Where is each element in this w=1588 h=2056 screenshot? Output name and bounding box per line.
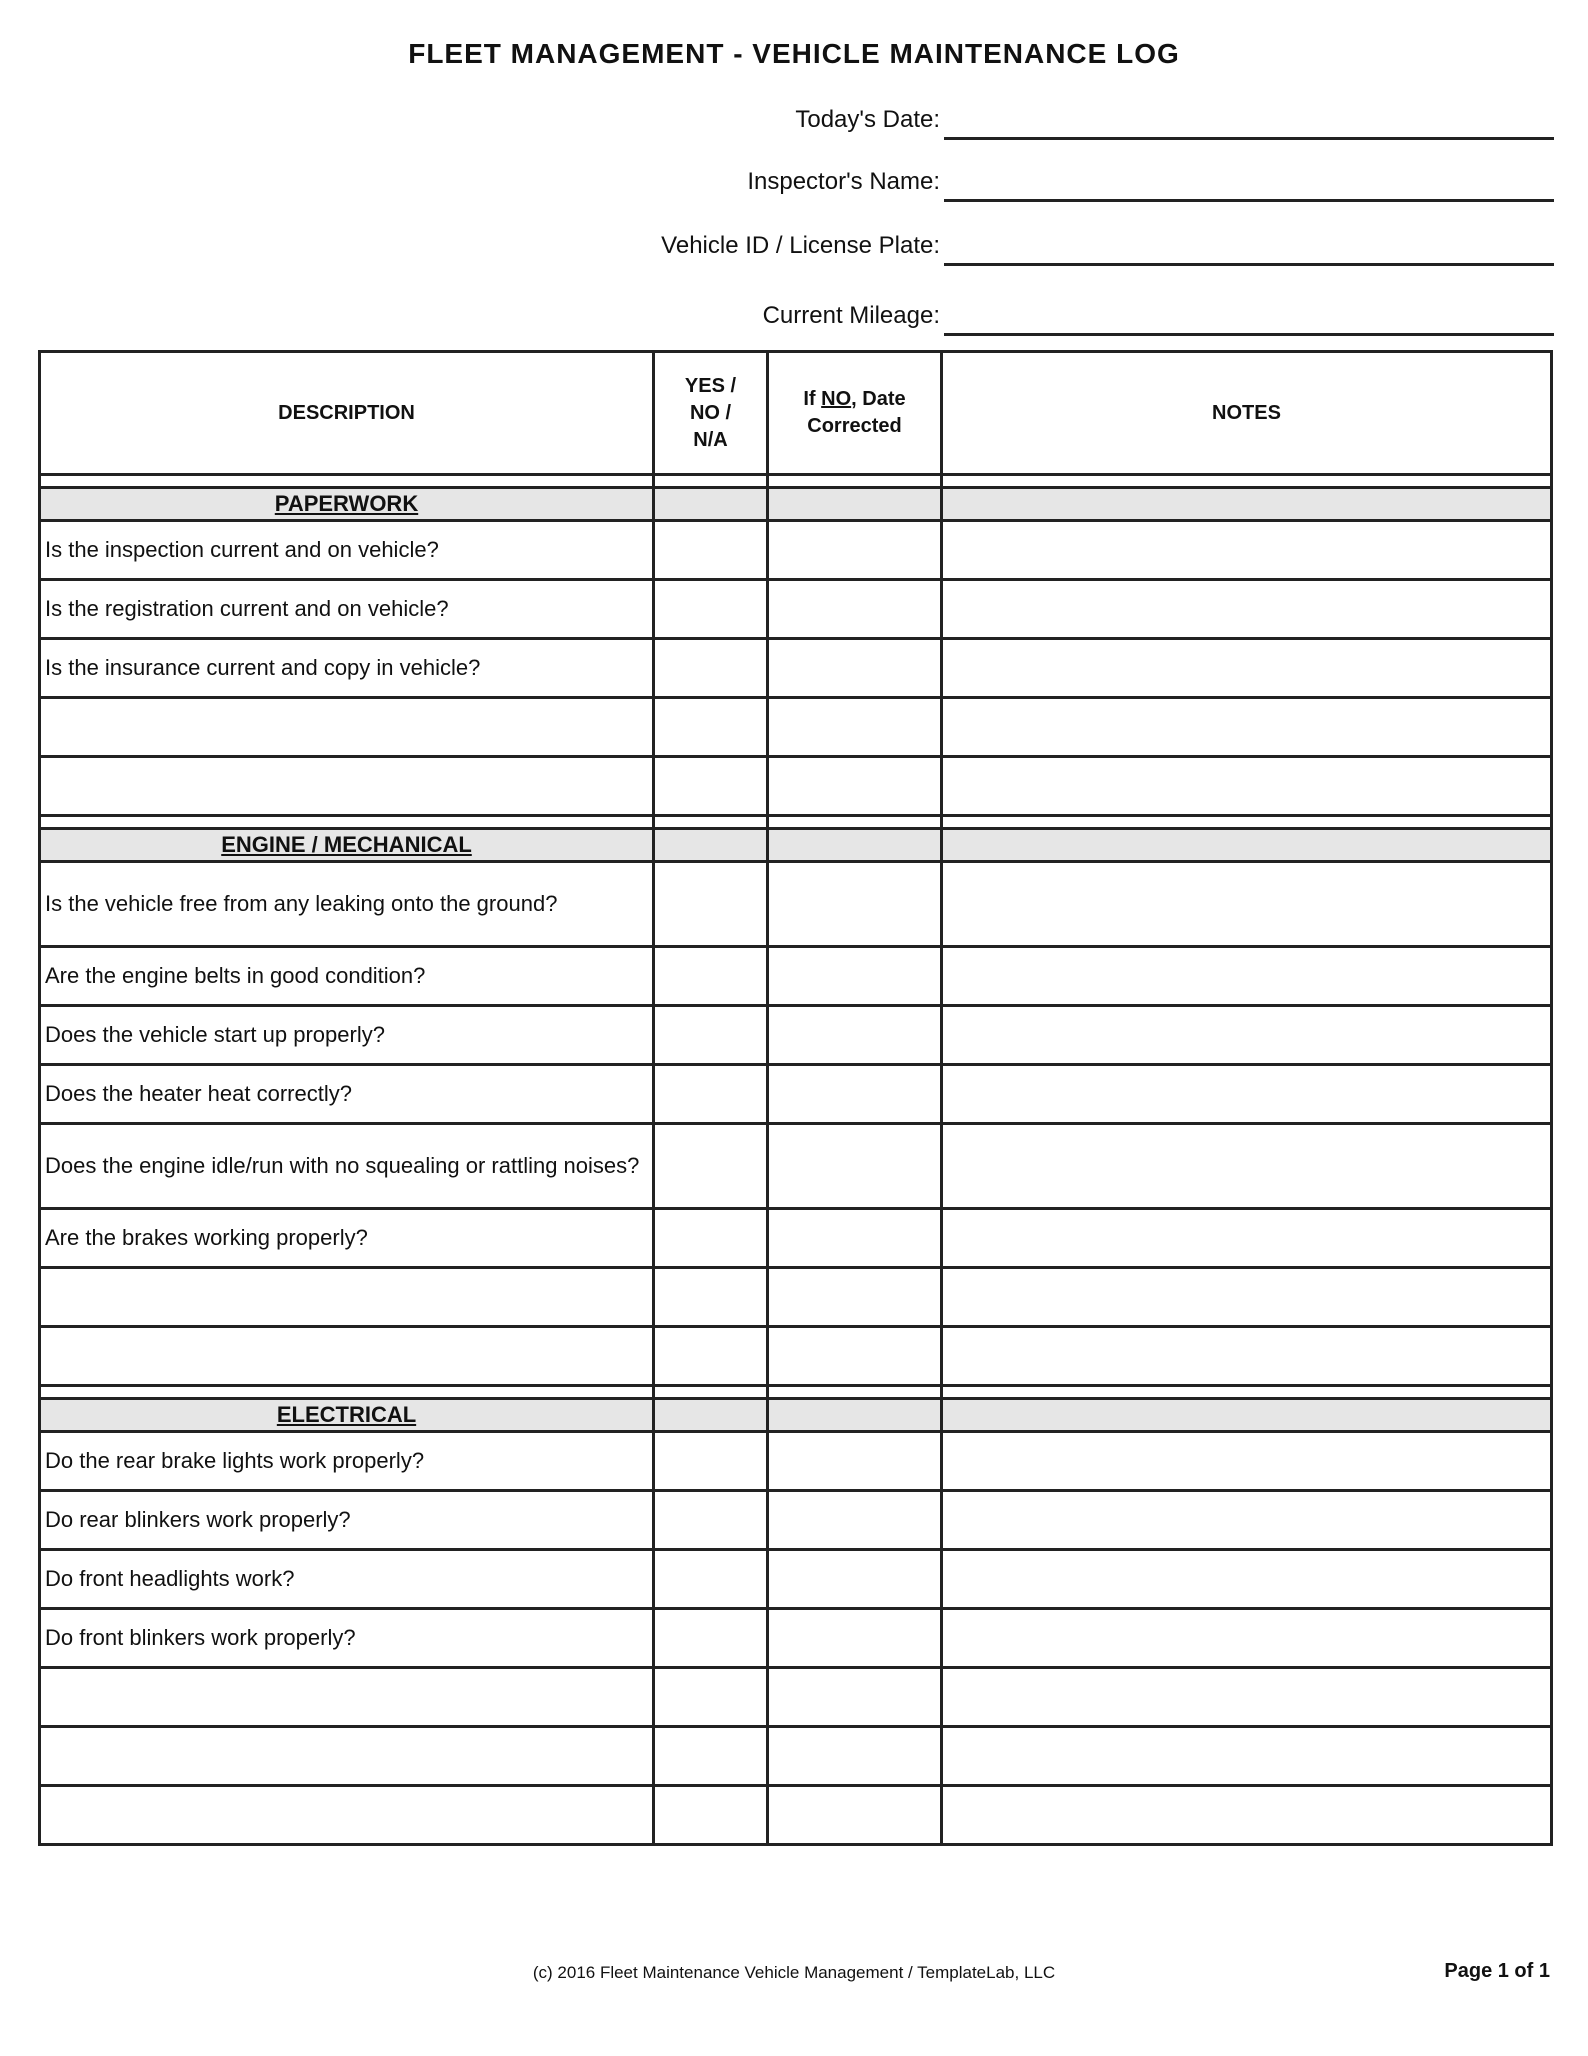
row-date-corrected-cell[interactable]: [768, 1327, 942, 1386]
row-description: Is the insurance current and copy in vehicle?: [40, 639, 654, 698]
row-date-corrected-cell[interactable]: [768, 639, 942, 698]
row-description: Do rear blinkers work properly?: [40, 1491, 654, 1550]
row-yes-no-na-cell[interactable]: [654, 1668, 768, 1727]
row-date-corrected-cell[interactable]: [768, 862, 942, 947]
row-notes-cell[interactable]: [942, 1491, 1552, 1550]
row-notes-cell[interactable]: [942, 1209, 1552, 1268]
table-row: [40, 1432, 1552, 1491]
table-row: [40, 1668, 1552, 1727]
row-yes-no-na-cell[interactable]: [654, 1432, 768, 1491]
table-row: [40, 1327, 1552, 1386]
table-header-row: [40, 352, 1552, 475]
vehicle-id-input[interactable]: [944, 225, 1554, 266]
row-notes-cell[interactable]: [942, 757, 1552, 816]
section-spacer: [40, 816, 1552, 829]
current-mileage-input[interactable]: [944, 295, 1554, 336]
row-notes-cell[interactable]: [942, 1609, 1552, 1668]
table-row: [40, 639, 1552, 698]
row-yes-no-na-cell[interactable]: [654, 639, 768, 698]
table-row: [40, 757, 1552, 816]
table-row: [40, 1786, 1552, 1845]
row-notes-cell[interactable]: [942, 1550, 1552, 1609]
maintenance-log-table: [38, 350, 1553, 1846]
row-notes-cell[interactable]: [942, 1268, 1552, 1327]
row-description: Do the rear brake lights work properly?: [40, 1432, 654, 1491]
row-yes-no-na-cell[interactable]: [654, 698, 768, 757]
table-row: [40, 521, 1552, 580]
header-date-corrected: If NO, Date Corrected: [768, 352, 942, 475]
row-description: Is the vehicle free from any leaking onto the ground?: [40, 862, 654, 947]
section-title: ELECTRICAL: [276, 1402, 417, 1427]
section-header: [40, 488, 1552, 521]
row-yes-no-na-cell[interactable]: [654, 580, 768, 639]
field-label: Current Mileage:: [762, 302, 940, 329]
row-yes-no-na-cell[interactable]: [654, 1727, 768, 1786]
row-notes-cell[interactable]: [942, 1727, 1552, 1786]
row-date-corrected-cell[interactable]: [768, 1209, 942, 1268]
row-notes-cell[interactable]: [942, 521, 1552, 580]
table-row: [40, 1006, 1552, 1065]
table-row: [40, 1268, 1552, 1327]
table-row: [40, 947, 1552, 1006]
row-date-corrected-cell[interactable]: [768, 1786, 942, 1845]
section-spacer: [40, 475, 1552, 488]
row-yes-no-na-cell[interactable]: [654, 1327, 768, 1386]
row-yes-no-na-cell[interactable]: [654, 1609, 768, 1668]
table-row: [40, 580, 1552, 639]
row-date-corrected-cell[interactable]: [768, 1065, 942, 1124]
row-description: Does the heater heat correctly?: [40, 1065, 654, 1124]
row-yes-no-na-cell[interactable]: [654, 1550, 768, 1609]
row-date-corrected-cell[interactable]: [768, 947, 942, 1006]
row-date-corrected-cell[interactable]: [768, 521, 942, 580]
section-header: [40, 1399, 1552, 1432]
row-date-corrected-cell[interactable]: [768, 1491, 942, 1550]
header-yes-no-na: YES / NO / N/A: [654, 352, 768, 475]
row-description: [40, 1268, 654, 1327]
field-label: Today's Date:: [795, 106, 940, 133]
table-body: [40, 475, 1552, 1845]
row-description: Does the vehicle start up properly?: [40, 1006, 654, 1065]
row-yes-no-na-cell[interactable]: [654, 521, 768, 580]
row-description: [40, 698, 654, 757]
row-yes-no-na-cell[interactable]: [654, 1491, 768, 1550]
table-row: [40, 1609, 1552, 1668]
row-description: [40, 1327, 654, 1386]
row-yes-no-na-cell[interactable]: [654, 1209, 768, 1268]
row-notes-cell[interactable]: [942, 580, 1552, 639]
section-spacer: [40, 1386, 1552, 1399]
row-notes-cell[interactable]: [942, 1432, 1552, 1491]
footer-copyright: (c) 2016 Fleet Maintenance Vehicle Management / TemplateLab, LLC: [532, 1963, 1056, 1982]
row-description: Is the inspection current and on vehicle?: [40, 521, 654, 580]
table-row: [40, 1550, 1552, 1609]
row-date-corrected-cell[interactable]: [768, 1432, 942, 1491]
row-date-corrected-cell[interactable]: [768, 1006, 942, 1065]
row-date-corrected-cell[interactable]: [768, 1268, 942, 1327]
row-date-corrected-cell[interactable]: [768, 1550, 942, 1609]
row-description: Does the engine idle/run with no squealing or rattling noises?: [40, 1124, 654, 1209]
row-date-corrected-cell[interactable]: [768, 1609, 942, 1668]
table-row: [40, 1209, 1552, 1268]
row-notes-cell[interactable]: [942, 698, 1552, 757]
row-yes-no-na-cell[interactable]: [654, 1065, 768, 1124]
field-label: Vehicle ID / License Plate:: [661, 232, 940, 259]
section-header: [40, 829, 1552, 862]
table-row: [40, 862, 1552, 947]
row-description: Are the brakes working properly?: [40, 1209, 654, 1268]
page-title: FLEET MANAGEMENT - VEHICLE MAINTENANCE LOG: [408, 38, 1180, 69]
field-inspector-name: [0, 162, 1588, 202]
row-yes-no-na-cell[interactable]: [654, 1006, 768, 1065]
row-notes-cell[interactable]: [942, 1006, 1552, 1065]
row-date-corrected-cell[interactable]: [768, 757, 942, 816]
footer-page-number: Page 1 of 1: [1444, 1960, 1550, 1982]
row-date-corrected-cell[interactable]: [768, 1668, 942, 1727]
table-row: [40, 1491, 1552, 1550]
row-date-corrected-cell[interactable]: [768, 580, 942, 639]
header-notes: NOTES: [942, 352, 1552, 475]
row-description: Are the engine belts in good condition?: [40, 947, 654, 1006]
table-row: [40, 1727, 1552, 1786]
row-description: Do front blinkers work properly?: [40, 1609, 654, 1668]
row-yes-no-na-cell[interactable]: [654, 1124, 768, 1209]
row-yes-no-na-cell[interactable]: [654, 757, 768, 816]
row-yes-no-na-cell[interactable]: [654, 1268, 768, 1327]
row-notes-cell[interactable]: [942, 1065, 1552, 1124]
row-notes-cell[interactable]: [942, 1327, 1552, 1386]
row-date-corrected-cell[interactable]: [768, 1124, 942, 1209]
row-notes-cell[interactable]: [942, 947, 1552, 1006]
inspector-name-input[interactable]: [944, 161, 1554, 202]
row-yes-no-na-cell[interactable]: [654, 947, 768, 1006]
table-row: [40, 698, 1552, 757]
todays-date-input[interactable]: [944, 99, 1554, 140]
table-row: [40, 1124, 1552, 1209]
section-title: PAPERWORK: [274, 491, 419, 516]
row-description: [40, 1786, 654, 1845]
header-description: DESCRIPTION: [40, 352, 654, 475]
section-title: ENGINE / MECHANICAL: [221, 832, 472, 857]
row-date-corrected-cell[interactable]: [768, 698, 942, 757]
row-notes-cell[interactable]: [942, 1786, 1552, 1845]
row-date-corrected-cell[interactable]: [768, 1727, 942, 1786]
field-vehicle-id: [0, 226, 1588, 266]
row-description: Do front headlights work?: [40, 1550, 654, 1609]
row-yes-no-na-cell[interactable]: [654, 1786, 768, 1845]
row-notes-cell[interactable]: [942, 639, 1552, 698]
field-todays-date: [0, 100, 1588, 140]
row-description: Is the registration current and on vehicle?: [40, 580, 654, 639]
row-notes-cell[interactable]: [942, 1124, 1552, 1209]
row-notes-cell[interactable]: [942, 862, 1552, 947]
field-current-mileage: [0, 296, 1588, 336]
row-description: [40, 757, 654, 816]
row-description: [40, 1727, 654, 1786]
row-yes-no-na-cell[interactable]: [654, 862, 768, 947]
field-label: Inspector's Name:: [747, 168, 940, 195]
row-description: [40, 1668, 654, 1727]
row-notes-cell[interactable]: [942, 1668, 1552, 1727]
table-row: [40, 1065, 1552, 1124]
